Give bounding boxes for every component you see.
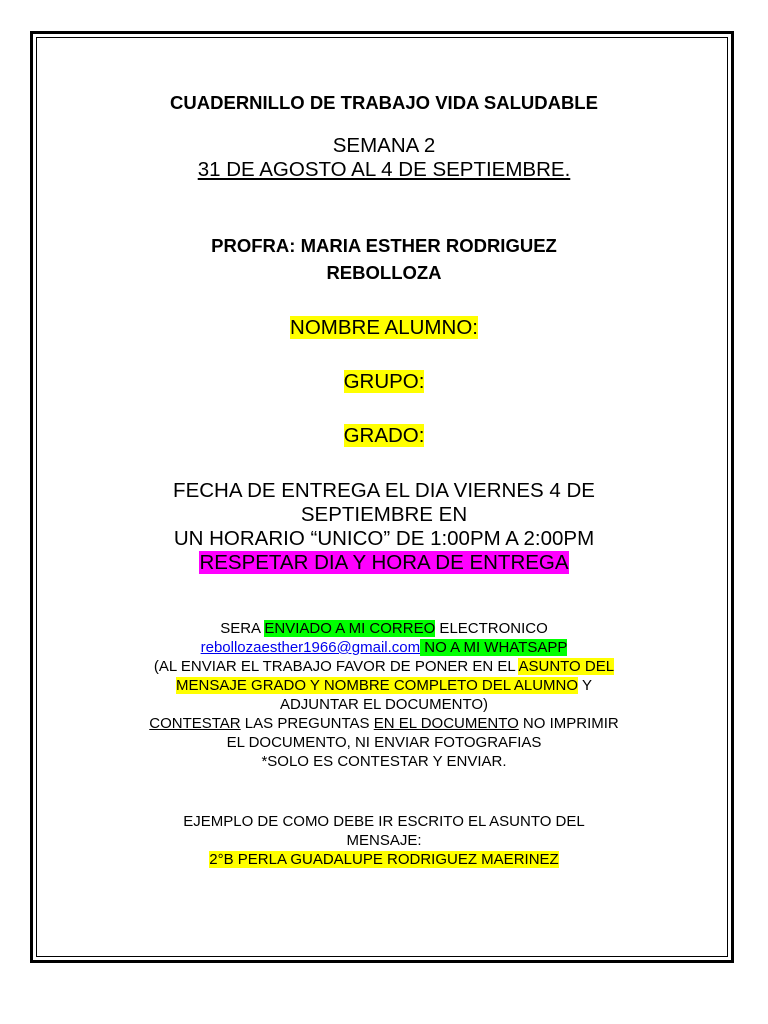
send-line: SERA ENVIADO A MI CORREO ELECTRONICO xyxy=(220,620,548,637)
delivery-notice-line xyxy=(40,551,728,575)
example-line1: EJEMPLO DE COMO DEBE IR ESCRITO EL ASUNTO DEL xyxy=(183,813,585,830)
grade-field xyxy=(40,424,728,448)
no-photos-line: EL DOCUMENTO, NI ENVIAR FOTOGRAFIAS xyxy=(226,734,542,751)
email-link[interactable]: rebollozaesther1966@gmail.com xyxy=(200,639,421,656)
delivery-notice: RESPETAR DIA Y HORA DE ENTREGA xyxy=(199,551,569,574)
subject-highlight-2: MENSAJE GRADO Y NOMBRE COMPLETO DEL ALUMNO xyxy=(176,677,579,694)
teacher-name-line2: REBOLLOZA xyxy=(326,262,442,283)
attach-line: ADJUNTAR EL DOCUMENTO) xyxy=(279,696,489,713)
example-sample: 2°B PERLA GUADALUPE RODRIGUEZ MAERINEZ xyxy=(209,851,559,868)
answer-line: CONTESTAR LAS PREGUNTAS EN EL DOCUMENTO NO IMPRIMIR xyxy=(149,715,619,732)
subject-highlight-1: ASUNTO DEL xyxy=(518,658,615,675)
subject-line1: (AL ENVIAR EL TRABAJO FAVOR DE PONER EN EL ASUNTO DEL xyxy=(153,658,615,675)
week-label: SEMANA 2 xyxy=(332,134,436,157)
email-line xyxy=(40,638,728,657)
only-answer-line: *SOLO ES CONTESTAR Y ENVIAR. xyxy=(261,753,507,770)
grade-label: GRADO: xyxy=(343,424,425,447)
example-block xyxy=(40,812,728,869)
teacher-name-line1: PROFRA: MARIA ESTHER RODRIGUEZ xyxy=(211,235,557,256)
answer-word: CONTESTAR xyxy=(149,715,241,732)
sent-to-mail-highlight: ENVIADO A MI CORREO xyxy=(264,620,436,637)
student-name-field xyxy=(40,316,728,340)
document-content xyxy=(40,90,728,869)
delivery-date-line2: SEPTIEMBRE EN xyxy=(300,503,468,526)
group-label: GRUPO: xyxy=(343,370,425,393)
example-line2: MENSAJE: xyxy=(346,832,422,849)
delivery-time: UN HORARIO “UNICO” DE 1:00PM A 2:00PM xyxy=(173,527,595,550)
instructions-block xyxy=(40,619,728,771)
delivery-date-line1: FECHA DE ENTREGA EL DIA VIERNES 4 DE xyxy=(173,479,595,502)
subject-line2: MENSAJE GRADO Y NOMBRE COMPLETO DEL ALUMNO Y xyxy=(176,677,592,694)
group-field xyxy=(40,370,728,394)
in-document-word: EN EL DOCUMENTO xyxy=(373,715,519,732)
date-range: 31 DE AGOSTO AL 4 DE SEPTIEMBRE. xyxy=(197,158,571,181)
document-title: CUADERNILLO DE TRABAJO VIDA SALUDABLE xyxy=(170,92,598,113)
example-sample-line xyxy=(40,850,728,869)
student-name-label: NOMBRE ALUMNO: xyxy=(290,316,478,339)
not-whatsapp-highlight: NO A MI WHATSAPP xyxy=(420,639,568,656)
